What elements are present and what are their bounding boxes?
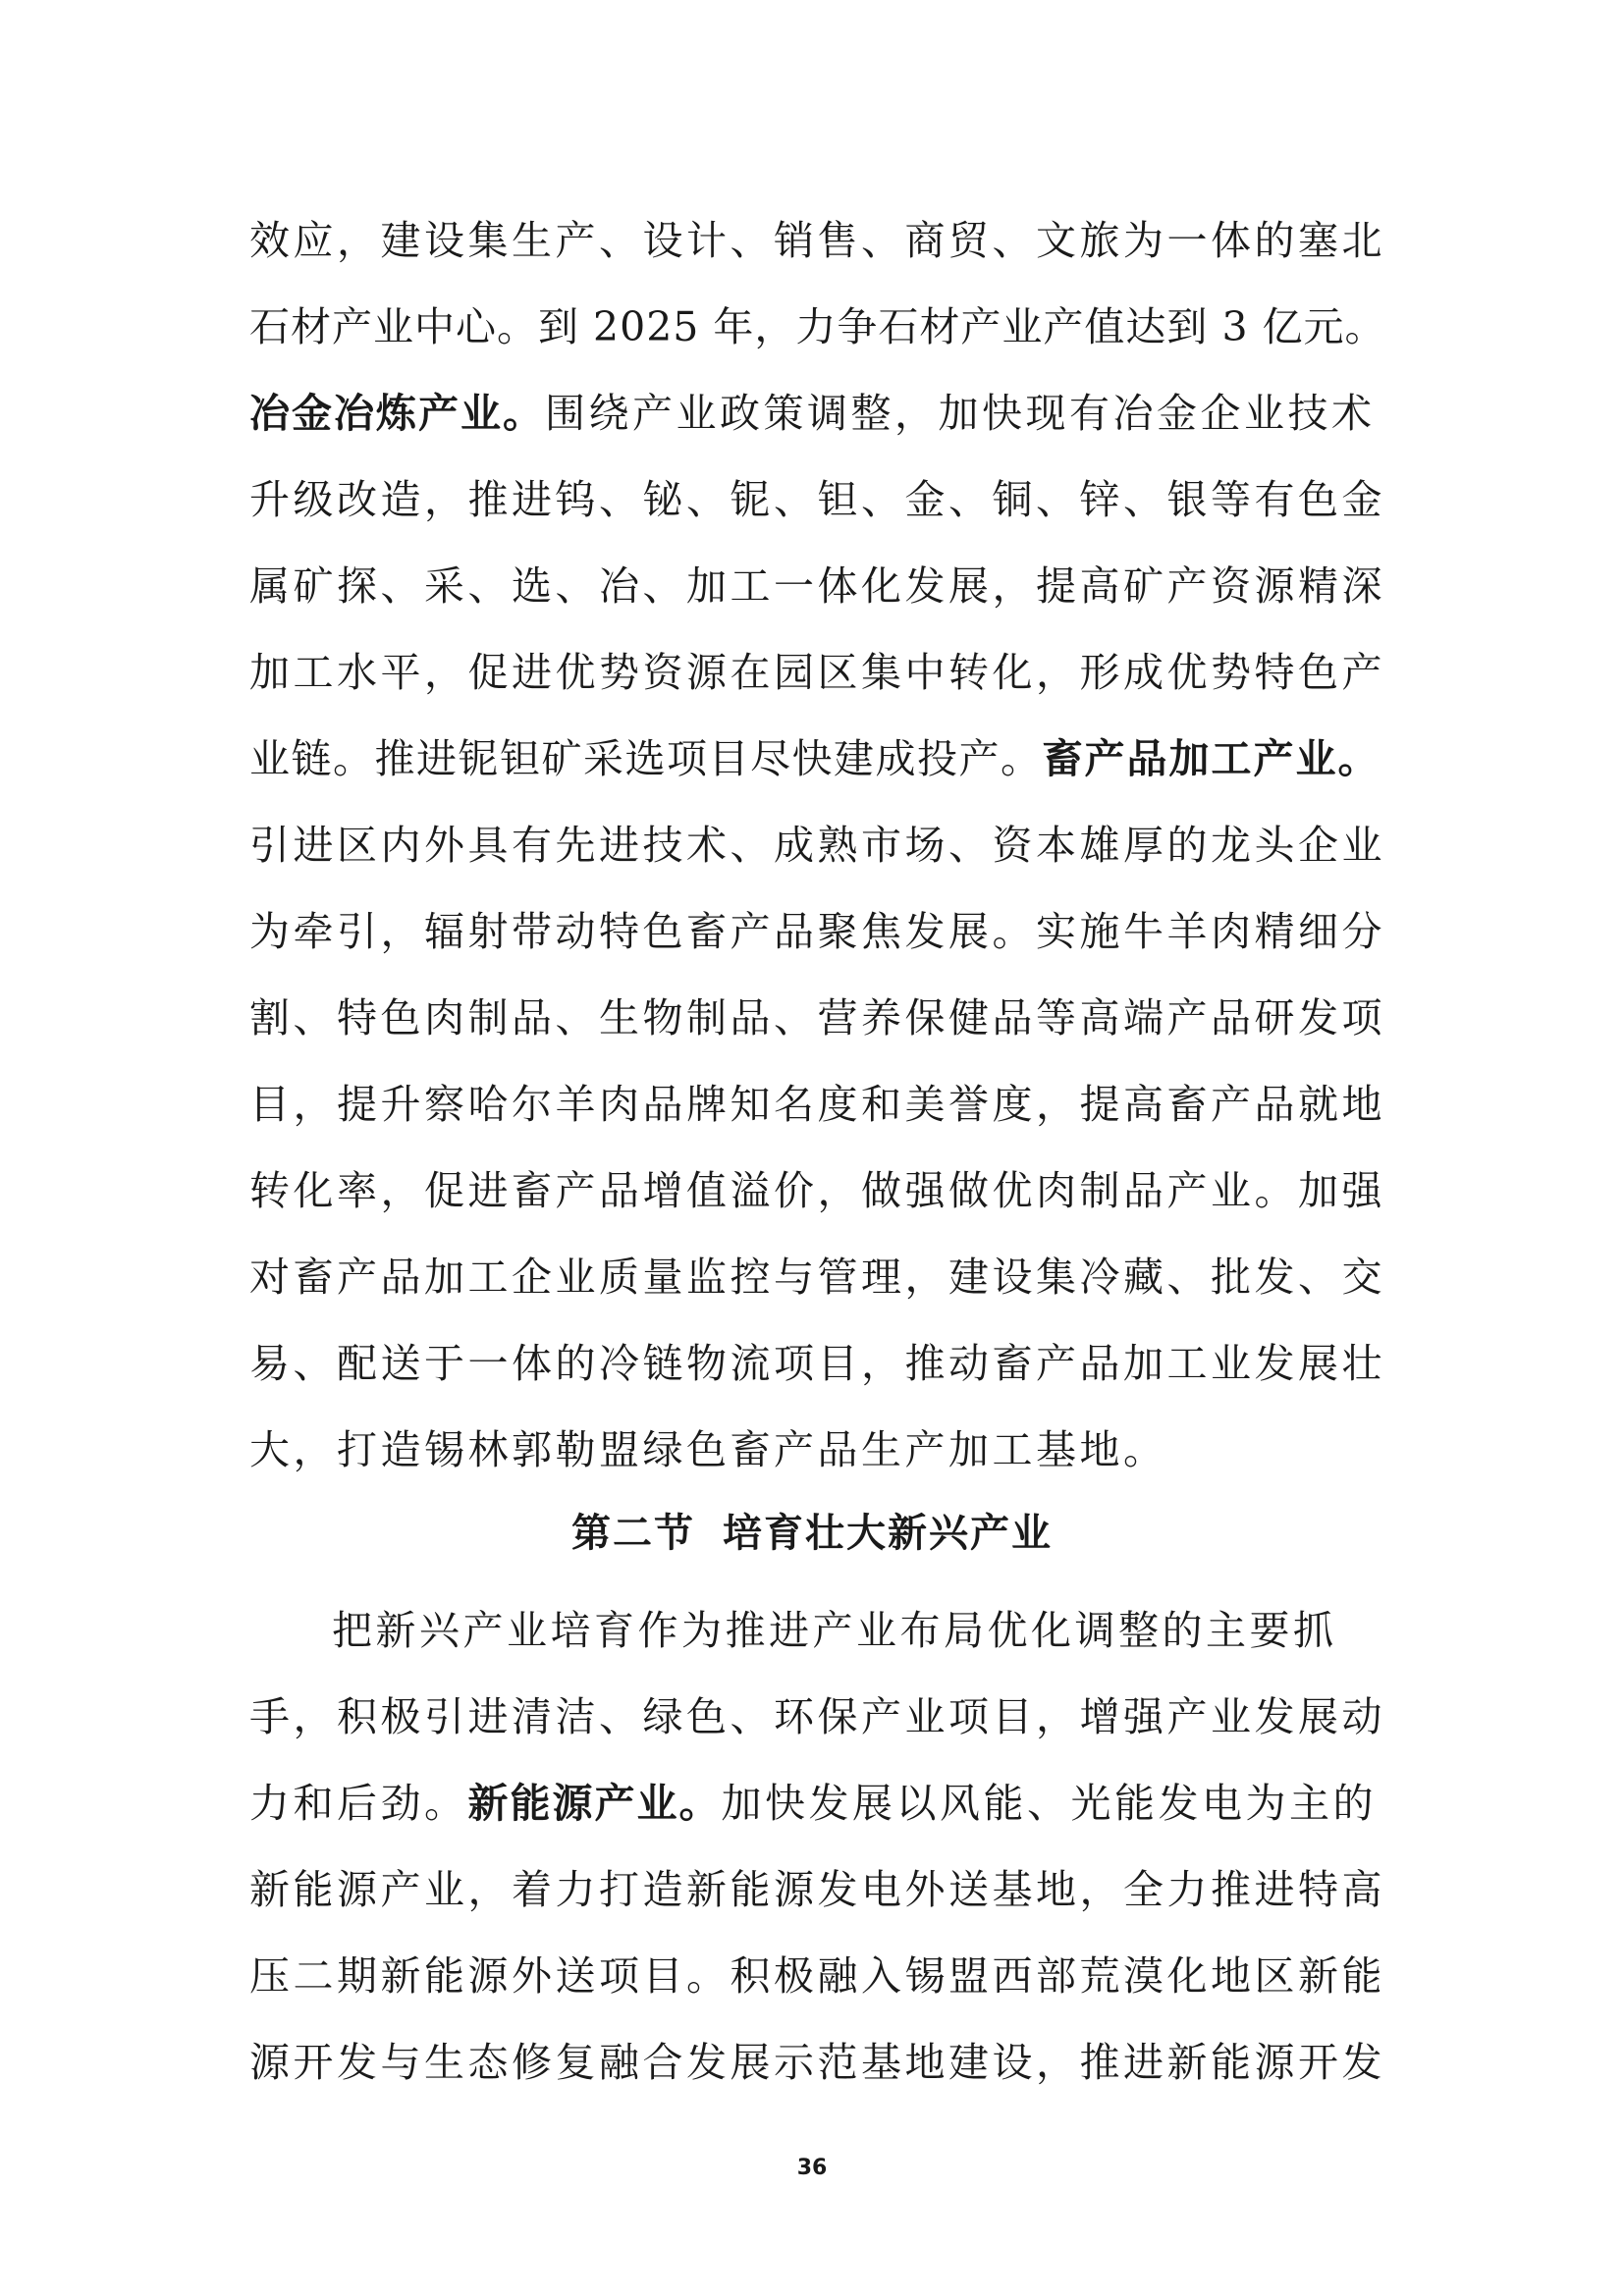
text-line: 目，提升察哈尔羊肉品牌知名度和美誉度，提高畜产品就地 [249,1081,1385,1128]
new-energy-heading: 新能源产业。 [467,1780,722,1827]
text-line: 转化率，促进畜产品增值溢价，做强做优肉制品产业。加强 [249,1167,1385,1214]
text-line: 对畜产品加工企业质量监控与管理，建设集冷藏、批发、交 [249,1254,1385,1301]
text-line: 易、配送于一体的冷链物流项目，推动畜产品加工业发展壮 [249,1340,1385,1387]
section-heading [0,1504,1624,1563]
text-line: 大，打造锡林郭勒盟绿色畜产品生产加工基地。 [249,1426,1167,1473]
metallurgy-heading: 冶金冶炼产业。 [249,390,545,437]
text-line: 力和后劲。新能源产业。加快发展以风能、光能发电为主的 [249,1780,1377,1827]
text-line: 效应，建设集生产、设计、销售、商贸、文旅为一体的塞北 [249,217,1385,264]
text-line: 石材产业中心。到 2025 年，力争石材产业产值达到 3 亿元。 [249,303,1386,350]
page-number: 36 [796,2156,828,2180]
text-line: 把新兴产业培育作为推进产业布局优化调整的主要抓 [332,1607,1337,1654]
text-line: 新能源产业，着力打造新能源发电外送基地，全力推进特高 [249,1866,1385,1913]
text-line: 属矿探、采、选、冶、加工一体化发展，提高矿产资源精深 [249,562,1385,610]
text-line: 引进区内外具有先进技术、成熟市场、资本雄厚的龙头企业 [249,822,1385,869]
text-line: 手，积极引进清洁、绿色、环保产业项目，增强产业发展动 [249,1693,1385,1740]
section-title: 培育壮大新兴产业 [723,1511,1053,1556]
text-line: 加工水平，促进优势资源在园区集中转化，形成优势特色产 [249,649,1385,696]
section-number: 第二节 [571,1511,695,1556]
text-line: 割、特色肉制品、生物制品、营养保健品等高端产品研发项 [249,994,1385,1041]
text-line: 为牵引，辐射带动特色畜产品聚焦发展。实施牛羊肉精细分 [249,908,1385,955]
text-line: 升级改造，推进钨、铋、铌、钽、金、铜、锌、银等有色金 [249,476,1385,523]
text-line: 业链。推进铌钽矿采选项目尽快建成投产。畜产品加工产业。 [249,735,1380,782]
livestock-heading: 畜产品加工产业。 [1042,735,1380,782]
text-line: 冶金冶炼产业。围绕产业政策调整，加快现有冶金企业技术 [249,390,1376,437]
text-line: 压二期新能源外送项目。积极融入锡盟西部荒漠化地区新能 [249,1952,1385,2000]
text-line: 源开发与生态修复融合发展示范基地建设，推进新能源开发 [249,2039,1385,2086]
